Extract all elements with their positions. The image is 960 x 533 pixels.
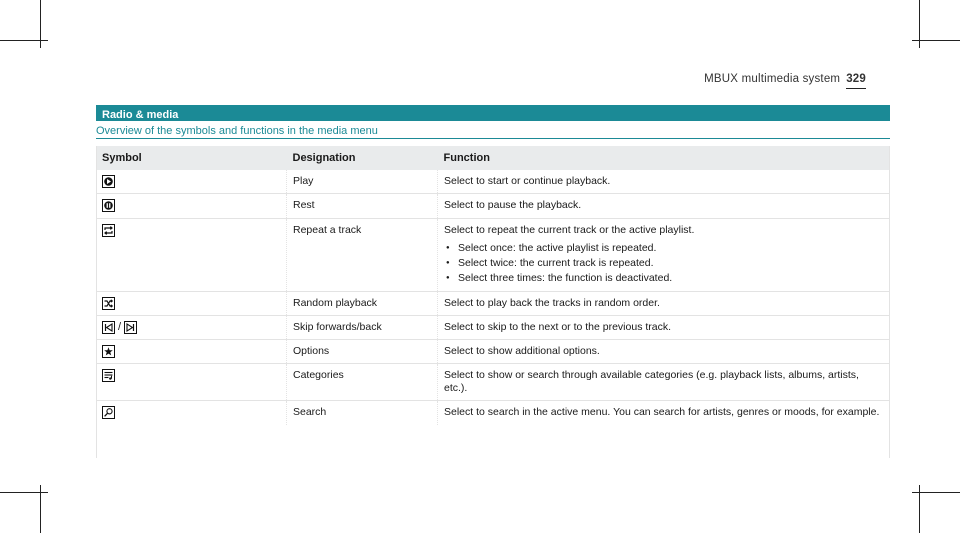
list-item: ● Select once: the active playlist is repeated. bbox=[444, 241, 884, 256]
table-header-row bbox=[96, 146, 890, 170]
designation-cell: Skip forwards/back bbox=[287, 315, 438, 339]
function-cell: Select to search in the active menu. You can search for artists, genres or moods, for example. bbox=[444, 406, 880, 419]
skip-forward-icon bbox=[124, 321, 137, 334]
function-cell: Select to show or search through available categories (e.g. playback lists, albums, artists, etc.). bbox=[438, 364, 891, 401]
list-item: ● Select twice: the current track is repeated. bbox=[444, 256, 884, 271]
skip-back-icon bbox=[102, 321, 115, 334]
symbols-table bbox=[96, 146, 890, 425]
table-row bbox=[96, 170, 890, 194]
table-right-border bbox=[889, 146, 890, 458]
table-row bbox=[96, 315, 890, 339]
section-title: Radio & media bbox=[102, 109, 179, 121]
table-row bbox=[96, 291, 890, 315]
skip-separator: / bbox=[118, 320, 122, 333]
section-title-bar bbox=[96, 105, 890, 121]
function-cell: Select to pause the playback. bbox=[438, 194, 891, 218]
function-cell: Select to play back the tracks in random order. bbox=[438, 291, 891, 315]
header-title: MBUX multimedia system bbox=[704, 73, 841, 85]
column-header-symbol: Symbol bbox=[96, 146, 287, 170]
search-icon bbox=[102, 406, 115, 419]
function-cell: Select to start or continue playback. bbox=[438, 170, 891, 194]
table-row bbox=[96, 364, 890, 401]
list-item: ● Select three times: the function is deactivated. bbox=[444, 271, 884, 286]
page-number: 329 bbox=[846, 73, 866, 85]
crop-mark bbox=[0, 492, 48, 493]
section-subtitle: Overview of the symbols and functions in the media menu bbox=[96, 125, 378, 137]
crop-mark bbox=[0, 40, 48, 41]
shuffle-icon bbox=[102, 297, 115, 310]
table-row bbox=[96, 401, 890, 425]
table-row bbox=[96, 340, 890, 364]
crop-mark bbox=[912, 40, 960, 41]
running-header bbox=[704, 73, 866, 85]
function-cell: Select to skip to the next or to the previous track. bbox=[438, 315, 891, 339]
bullet-list bbox=[444, 241, 884, 286]
function-cell: Select to repeat the current track or the active playlist. bbox=[444, 223, 695, 236]
star-icon bbox=[102, 345, 115, 358]
function-cell: Select to show additional options. bbox=[438, 340, 891, 364]
designation-cell: Repeat a track bbox=[287, 218, 438, 291]
crop-mark bbox=[912, 492, 960, 493]
designation-cell: Random playback bbox=[287, 291, 438, 315]
column-header-designation: Designation bbox=[287, 146, 438, 170]
table-row bbox=[96, 218, 890, 291]
categories-icon bbox=[102, 369, 115, 382]
column-header-function: Function bbox=[438, 146, 891, 170]
repeat-icon bbox=[102, 224, 115, 237]
designation-cell: Categories bbox=[287, 364, 438, 401]
table-row bbox=[96, 194, 890, 218]
designation-cell: Rest bbox=[287, 194, 438, 218]
designation-cell: Options bbox=[287, 340, 438, 364]
subtitle-rule bbox=[96, 138, 890, 139]
play-icon bbox=[102, 175, 115, 188]
table-left-border bbox=[96, 146, 97, 458]
designation-cell: Search bbox=[287, 401, 438, 425]
page-number-underline bbox=[846, 88, 866, 89]
pause-icon bbox=[102, 199, 115, 212]
designation-cell: Play bbox=[287, 170, 438, 194]
